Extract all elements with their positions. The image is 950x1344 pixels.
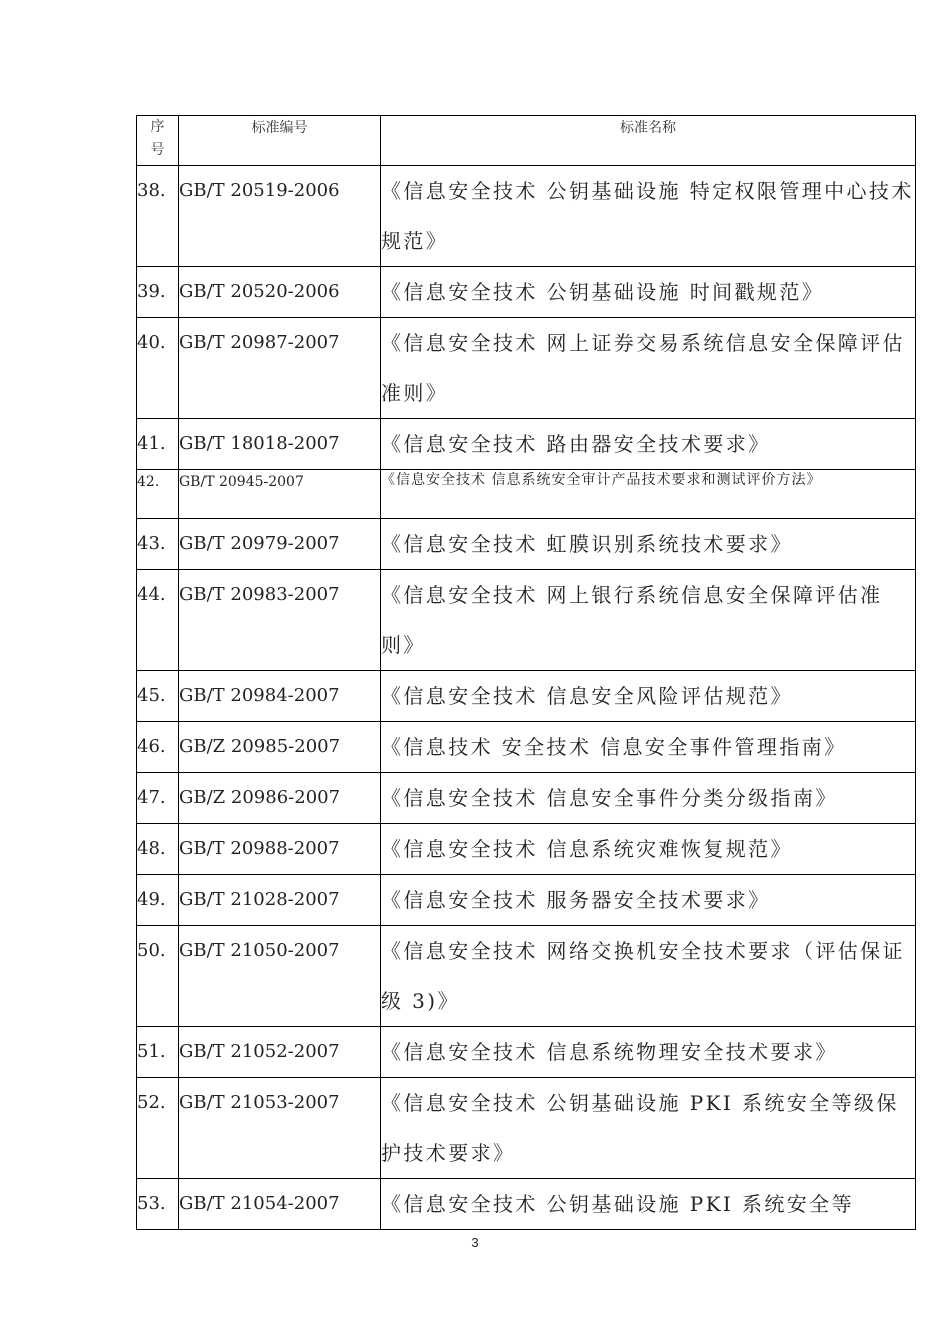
table-row — [137, 1078, 916, 1179]
row-serial-number: 42. — [137, 470, 179, 519]
row-serial-number: 52. — [137, 1078, 179, 1179]
table-row — [137, 419, 916, 470]
row-serial-number: 47. — [137, 773, 179, 824]
row-standard-code: GB/T 20979-2007 — [179, 519, 381, 570]
row-standard-name: 《信息技术 安全技术 信息安全事件管理指南》 — [381, 722, 916, 773]
row-standard-name: 《信息安全技术 公钥基础设施 时间戳规范》 — [381, 267, 916, 318]
row-standard-name: 《信息安全技术 信息系统物理安全技术要求》 — [381, 1027, 916, 1078]
row-standard-code: GB/Z 20986-2007 — [179, 773, 381, 824]
row-standard-name: 《信息安全技术 路由器安全技术要求》 — [381, 419, 916, 470]
row-standard-name: 《信息安全技术 服务器安全技术要求》 — [381, 875, 916, 926]
row-serial-number: 49. — [137, 875, 179, 926]
header-standard-name: 标准名称 — [381, 116, 916, 166]
table-row — [137, 773, 916, 824]
table-header-row — [137, 116, 916, 166]
table-row — [137, 166, 916, 267]
row-serial-number: 48. — [137, 824, 179, 875]
row-standard-name: 《信息安全技术 公钥基础设施 PKI 系统安全等级保护技术要求》 — [381, 1078, 916, 1179]
row-standard-code: GB/T 21054-2007 — [179, 1179, 381, 1230]
table-row — [137, 1179, 916, 1230]
table-row — [137, 570, 916, 671]
row-standard-code: GB/T 20983-2007 — [179, 570, 381, 671]
row-serial-number: 43. — [137, 519, 179, 570]
row-serial-number: 41. — [137, 419, 179, 470]
row-standard-code: GB/T 21028-2007 — [179, 875, 381, 926]
table-row — [137, 926, 916, 1027]
table-row — [137, 519, 916, 570]
row-serial-number: 51. — [137, 1027, 179, 1078]
header-standard-code: 标准编号 — [179, 116, 381, 166]
table-row — [137, 1027, 916, 1078]
row-standard-name: 《信息安全技术 网上证券交易系统信息安全保障评估准则》 — [381, 318, 916, 419]
row-serial-number: 40. — [137, 318, 179, 419]
row-standard-name: 《信息安全技术 信息系统安全审计产品技术要求和测试评价方法》 — [381, 470, 916, 519]
row-serial-number: 38. — [137, 166, 179, 267]
row-standard-name: 《信息安全技术 网络交换机安全技术要求（评估保证级 3)》 — [381, 926, 916, 1027]
row-serial-number: 46. — [137, 722, 179, 773]
page-number: 3 — [471, 1235, 479, 1250]
table-row — [137, 722, 916, 773]
row-standard-name: 《信息安全技术 信息安全风险评估规范》 — [381, 671, 916, 722]
row-serial-number: 39. — [137, 267, 179, 318]
standards-table — [136, 115, 916, 1230]
table-row — [137, 318, 916, 419]
row-standard-code: GB/T 21052-2007 — [179, 1027, 381, 1078]
row-serial-number: 53. — [137, 1179, 179, 1230]
row-standard-name: 《信息安全技术 公钥基础设施 特定权限管理中心技术规范》 — [381, 166, 916, 267]
row-standard-name: 《信息安全技术 公钥基础设施 PKI 系统安全等 — [381, 1179, 916, 1230]
row-serial-number: 50. — [137, 926, 179, 1027]
row-standard-name: 《信息安全技术 网上银行系统信息安全保障评估准则》 — [381, 570, 916, 671]
header-serial-number-label: 序号 — [150, 119, 165, 158]
row-serial-number: 44. — [137, 570, 179, 671]
row-standard-code: GB/T 20520-2006 — [179, 267, 381, 318]
row-standard-code: GB/T 20945-2007 — [179, 470, 381, 519]
row-standard-code: GB/T 20984-2007 — [179, 671, 381, 722]
row-standard-code: GB/T 20987-2007 — [179, 318, 381, 419]
table-row — [137, 671, 916, 722]
table-row — [137, 824, 916, 875]
row-standard-code: GB/T 20988-2007 — [179, 824, 381, 875]
row-standard-name: 《信息安全技术 信息系统灾难恢复规范》 — [381, 824, 916, 875]
row-standard-code: GB/T 20519-2006 — [179, 166, 381, 267]
row-standard-code: GB/T 18018-2007 — [179, 419, 381, 470]
table-row — [137, 470, 916, 519]
row-standard-name: 《信息安全技术 信息安全事件分类分级指南》 — [381, 773, 916, 824]
row-standard-name: 《信息安全技术 虹膜识别系统技术要求》 — [381, 519, 916, 570]
row-serial-number: 45. — [137, 671, 179, 722]
header-serial-number — [137, 116, 179, 166]
table-row — [137, 875, 916, 926]
row-standard-code: GB/T 21053-2007 — [179, 1078, 381, 1179]
row-standard-code: GB/Z 20985-2007 — [179, 722, 381, 773]
row-standard-code: GB/T 21050-2007 — [179, 926, 381, 1027]
table-row — [137, 267, 916, 318]
